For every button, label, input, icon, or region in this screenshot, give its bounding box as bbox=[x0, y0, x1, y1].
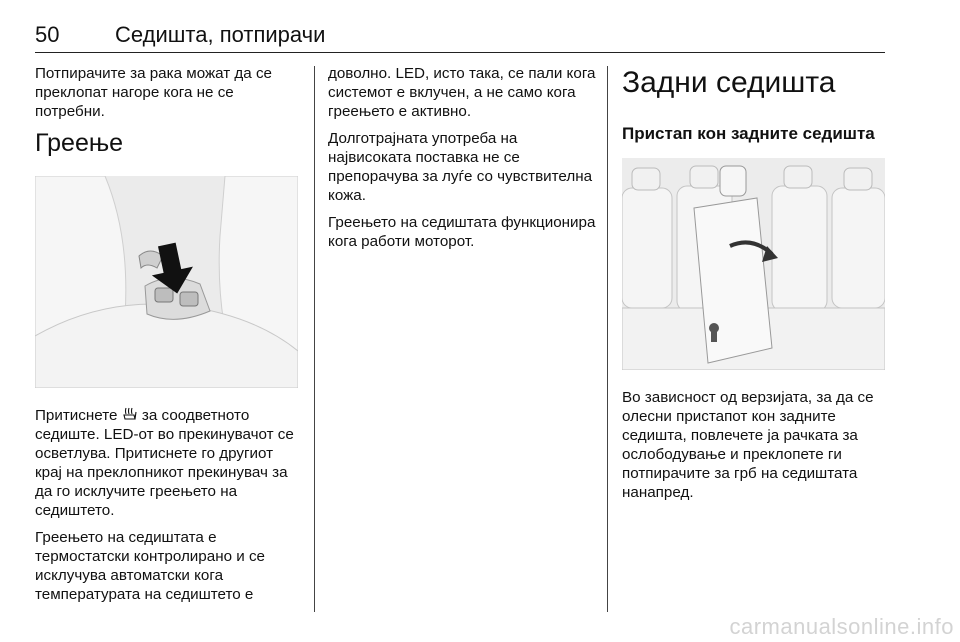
armrest-text: Потпирачите за рака можат да се преклопат нагоре кога не се потребни. bbox=[35, 65, 272, 120]
column-right bbox=[622, 64, 888, 510]
seat-heating-illustration bbox=[35, 176, 298, 388]
column-middle bbox=[328, 64, 600, 259]
watermark: carmanualsonline.info bbox=[729, 614, 954, 639]
instruction-text-end: за соодветното седиште. LED-от во прекинувачот се осветлува. Притиснете го другиот крај на преклопникот прекинувач за да го исклучите греењето на седиштето. bbox=[35, 407, 294, 519]
warning-text: Долготрајната употреба на највисоката поставка не се препорачува за луѓе со чувствителна кожа. bbox=[328, 130, 593, 204]
seat-heating-icon bbox=[122, 406, 138, 422]
subheading-rear-access: Пристап кон задните седишта bbox=[622, 124, 875, 143]
section-heading-heating: Греење bbox=[35, 129, 124, 157]
column-divider bbox=[607, 66, 608, 612]
rear-seats-illustration bbox=[622, 158, 885, 370]
column-left bbox=[35, 64, 300, 612]
rear-access-text: Во зависност од верзијата, за да се олесни пристапот кон задните седишта, повлечете ја рачката за ослободување и преклопете ги потпирачите за грб на седиштата нанапред. bbox=[622, 389, 874, 501]
heating-instruction bbox=[35, 406, 300, 520]
page-header bbox=[35, 18, 885, 53]
page-number: 50 bbox=[35, 22, 60, 47]
instruction-text-start: Притиснете bbox=[35, 407, 118, 424]
section-heading-rear-seats: Задни седишта bbox=[622, 66, 836, 99]
engine-text: Греењето на седиштата функционира кога работи моторот. bbox=[328, 214, 596, 250]
thermostat-text: Греењето на седиштата е термостатски контролирано и се исклучува автоматски кога температурата на седиштето е bbox=[35, 529, 265, 603]
column-divider bbox=[314, 66, 315, 612]
led-text: доволно. LED, исто така, се пали кога системот е вклучен, а не само кога греењето е активно. bbox=[328, 65, 596, 120]
page-title: Седишта, потпирачи bbox=[115, 22, 326, 47]
